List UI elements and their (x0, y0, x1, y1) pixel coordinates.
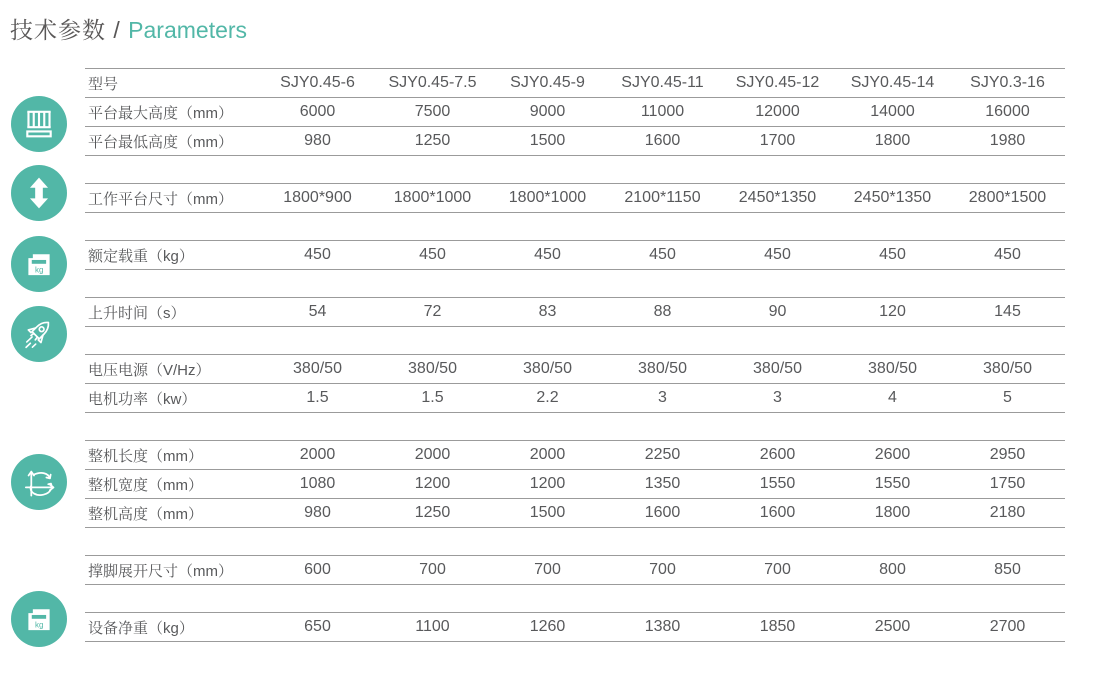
cell-value: 1850 (759, 618, 796, 635)
kg-icon-label: kg (35, 620, 44, 630)
cell-value: 72 (423, 303, 442, 320)
cell-value: 11000 (640, 103, 685, 120)
cell-value: 700 (419, 561, 446, 578)
cell-value: 380/50 (983, 360, 1032, 377)
cell-value: 980 (304, 504, 331, 521)
cell-value: 2.2 (536, 389, 559, 406)
cell-value: 1800*1000 (508, 189, 587, 206)
table-block (85, 555, 1065, 585)
cell-value: 1800 (874, 132, 911, 149)
weight-kg-icon (11, 591, 67, 647)
table-row (85, 498, 1065, 527)
cell-value: 6000 (299, 103, 336, 120)
table-header-row (85, 69, 1065, 97)
table-row (85, 126, 1065, 155)
cell-value: 1600 (644, 132, 681, 149)
cell-value: 380/50 (753, 360, 802, 377)
row-label: 撑脚展开尺寸（mm） (88, 562, 233, 580)
row-label: 平台最低高度（mm） (88, 133, 233, 151)
cell-value: 450 (419, 246, 446, 263)
table-block (85, 68, 1065, 156)
rocket-icon (11, 306, 67, 362)
cell-value: 9000 (529, 103, 566, 120)
cell-value: 4 (888, 389, 897, 406)
row-label: 整机高度（mm） (88, 505, 203, 523)
cell-value: 2800*1500 (968, 189, 1047, 206)
cell-value: 145 (994, 303, 1021, 320)
cell-value: 16000 (985, 103, 1030, 120)
table-row (85, 613, 1065, 641)
table-block (85, 612, 1065, 642)
cell-value: 1980 (989, 132, 1026, 149)
page-title (10, 12, 247, 45)
table-block (85, 297, 1065, 327)
cell-value: 1250 (414, 504, 451, 521)
cell-value: 5 (1003, 389, 1012, 406)
cell-value: 14000 (870, 103, 915, 120)
table-block (85, 183, 1065, 213)
row-label: 上升时间（s） (88, 304, 186, 322)
cell-value: 380/50 (408, 360, 457, 377)
cell-value: 1350 (644, 475, 681, 492)
table-row (85, 184, 1065, 212)
table-row (85, 97, 1065, 126)
cell-value: 600 (304, 561, 331, 578)
model-name: SJY0.45-9 (510, 74, 585, 91)
cell-value: 450 (534, 246, 561, 263)
model-column-header-label: 型号 (88, 75, 119, 93)
cell-value: 1500 (529, 132, 566, 149)
row-label: 工作平台尺寸（mm） (88, 190, 233, 208)
up-down-arrow-icon (11, 165, 67, 221)
row-label: 电压电源（V/Hz） (88, 361, 211, 379)
cell-value: 2700 (989, 618, 1026, 635)
cell-value: 2600 (759, 446, 796, 463)
cell-value: 2000 (299, 446, 336, 463)
cell-value: 2100*1150 (624, 189, 701, 206)
model-name: SJY0.45-6 (280, 74, 355, 91)
cell-value: 850 (994, 561, 1021, 578)
cell-value: 2450*1350 (738, 189, 817, 206)
kg-icon-label: kg (35, 265, 44, 275)
row-label: 额定载重（kg） (88, 247, 194, 265)
cell-value: 2000 (414, 446, 451, 463)
rotation-axes-icon (11, 454, 67, 510)
model-name: SJY0.45-7.5 (388, 74, 477, 91)
cell-value: 1380 (644, 618, 681, 635)
row-label: 整机宽度（mm） (88, 476, 203, 494)
table-row (85, 556, 1065, 584)
cell-value: 90 (768, 303, 787, 320)
cell-value: 54 (308, 303, 327, 320)
cell-value: 1800 (874, 504, 911, 521)
cell-value: 700 (534, 561, 561, 578)
cell-value: 1800*1000 (393, 189, 472, 206)
cell-value: 1700 (759, 132, 796, 149)
cell-value: 2500 (874, 618, 911, 635)
cell-value: 380/50 (293, 360, 342, 377)
model-name: SJY0.45-14 (850, 74, 935, 91)
cell-value: 120 (879, 303, 906, 320)
table-block (85, 240, 1065, 270)
cell-value: 2600 (874, 446, 911, 463)
page-title-separator: / (106, 17, 129, 43)
cell-value: 1550 (874, 475, 911, 492)
cell-value: 450 (304, 246, 331, 263)
cell-value: 3 (773, 389, 782, 406)
table-row (85, 469, 1065, 498)
cell-value: 650 (304, 618, 331, 635)
page-title-en: Parameters (128, 17, 248, 43)
table-row (85, 355, 1065, 383)
cell-value: 1260 (529, 618, 566, 635)
cell-value: 1080 (299, 475, 336, 492)
cell-value: 450 (994, 246, 1021, 263)
page-title-zh: 技术参数 (10, 17, 106, 43)
cell-value: 1550 (759, 475, 796, 492)
row-label: 设备净重（kg） (88, 619, 194, 637)
cell-value: 1200 (529, 475, 566, 492)
cell-value: 450 (649, 246, 676, 263)
table-block (85, 440, 1065, 528)
table-row (85, 298, 1065, 326)
platform-icon (11, 96, 67, 152)
cell-value: 1600 (644, 504, 681, 521)
cell-value: 2000 (529, 446, 566, 463)
cell-value: 1600 (759, 504, 796, 521)
cell-value: 700 (764, 561, 791, 578)
cell-value: 12000 (755, 103, 800, 120)
cell-value: 2450*1350 (853, 189, 932, 206)
cell-value: 1750 (989, 475, 1026, 492)
cell-value: 2950 (989, 446, 1026, 463)
table-row (85, 241, 1065, 269)
cell-value: 700 (649, 561, 676, 578)
row-label: 电机功率（kw） (88, 390, 197, 408)
cell-value: 1100 (415, 618, 450, 635)
table-block (85, 354, 1065, 413)
cell-value: 1.5 (421, 389, 444, 406)
cell-value: 2250 (644, 446, 681, 463)
cell-value: 2180 (989, 504, 1026, 521)
cell-value: 450 (764, 246, 791, 263)
cell-value: 380/50 (638, 360, 687, 377)
parameters-table (85, 68, 1065, 669)
model-name: SJY0.45-12 (735, 74, 820, 91)
cell-value: 380/50 (523, 360, 572, 377)
cell-value: 7500 (414, 103, 451, 120)
cell-value: 3 (658, 389, 667, 406)
table-row (85, 441, 1065, 469)
cell-value: 83 (538, 303, 557, 320)
row-label: 整机长度（mm） (88, 447, 203, 465)
table-row (85, 383, 1065, 412)
row-label: 平台最大高度（mm） (88, 104, 233, 122)
cell-value: 980 (304, 132, 331, 149)
cell-value: 380/50 (868, 360, 917, 377)
cell-value: 88 (653, 303, 672, 320)
cell-value: 1200 (414, 475, 451, 492)
model-name: SJY0.45-11 (621, 74, 704, 91)
cell-value: 1.5 (306, 389, 329, 406)
cell-value: 450 (879, 246, 906, 263)
cell-value: 1800*900 (283, 189, 352, 206)
cell-value: 800 (879, 561, 906, 578)
weight-kg-icon (11, 236, 67, 292)
cell-value: 1500 (529, 504, 566, 521)
cell-value: 1250 (414, 132, 451, 149)
model-name: SJY0.3-16 (970, 74, 1045, 91)
